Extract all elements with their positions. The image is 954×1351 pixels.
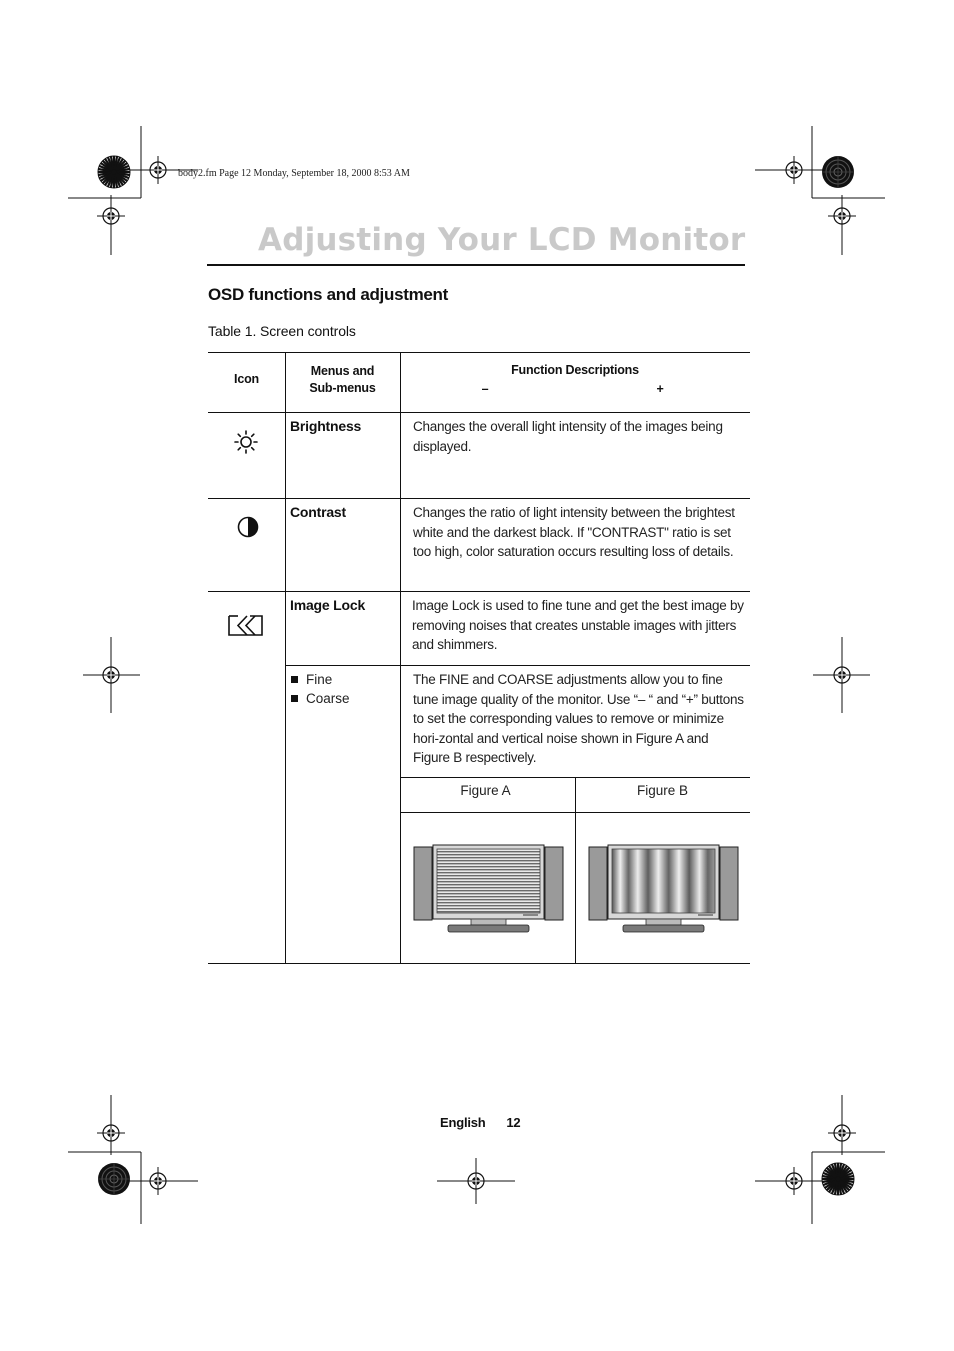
menu-image-lock: Image Lock bbox=[290, 597, 366, 613]
footer-page-number: 12 bbox=[506, 1115, 521, 1130]
table-caption: Table 1. Screen controls bbox=[208, 323, 356, 339]
description-fine-coarse: The FINE and COARSE adjustments allow you to fine tune image quality of the monitor. Use “– “ and “+” buttons to set the corresponding values to remove or minimize hori-zontal and vertical noise shown in Figure A and Figure B respectively. bbox=[413, 672, 744, 765]
submenu-item-label: Fine bbox=[306, 672, 333, 687]
submenu-item-label: Coarse bbox=[306, 691, 350, 706]
menu-contrast: Contrast bbox=[290, 504, 346, 520]
header-minus: – bbox=[481, 382, 489, 396]
figure-b-label: Figure B bbox=[636, 783, 689, 798]
header-menus-line1: Menus and bbox=[310, 364, 375, 378]
header-plus: + bbox=[656, 382, 664, 396]
figure-a-label: Figure A bbox=[460, 783, 511, 798]
description-image-lock: Image Lock is used to fine tune and get the best image by removing noises that creates unstable images with jitters and shimmers. bbox=[412, 598, 744, 652]
footer-language: English bbox=[440, 1115, 486, 1130]
header-menus-line2: Sub-menus bbox=[309, 381, 376, 395]
description-contrast: Changes the ratio of light intensity between the brightest white and the darkest black. If "CONTRAST" ratio is set too high, color saturation occurs resulting loss of details. bbox=[413, 505, 735, 559]
page-title: Adjusting Your LCD Monitor bbox=[258, 222, 746, 258]
print-header-line: body2.fm Page 12 Monday, September 18, 2000 8:53 AM bbox=[178, 168, 410, 179]
menu-brightness: Brightness bbox=[290, 418, 362, 434]
section-heading: OSD functions and adjustment bbox=[208, 285, 449, 304]
description-brightness: Changes the overall light intensity of the images being displayed. bbox=[413, 419, 723, 454]
header-icon: Icon bbox=[234, 372, 259, 386]
header-function: Function Descriptions bbox=[511, 363, 639, 377]
